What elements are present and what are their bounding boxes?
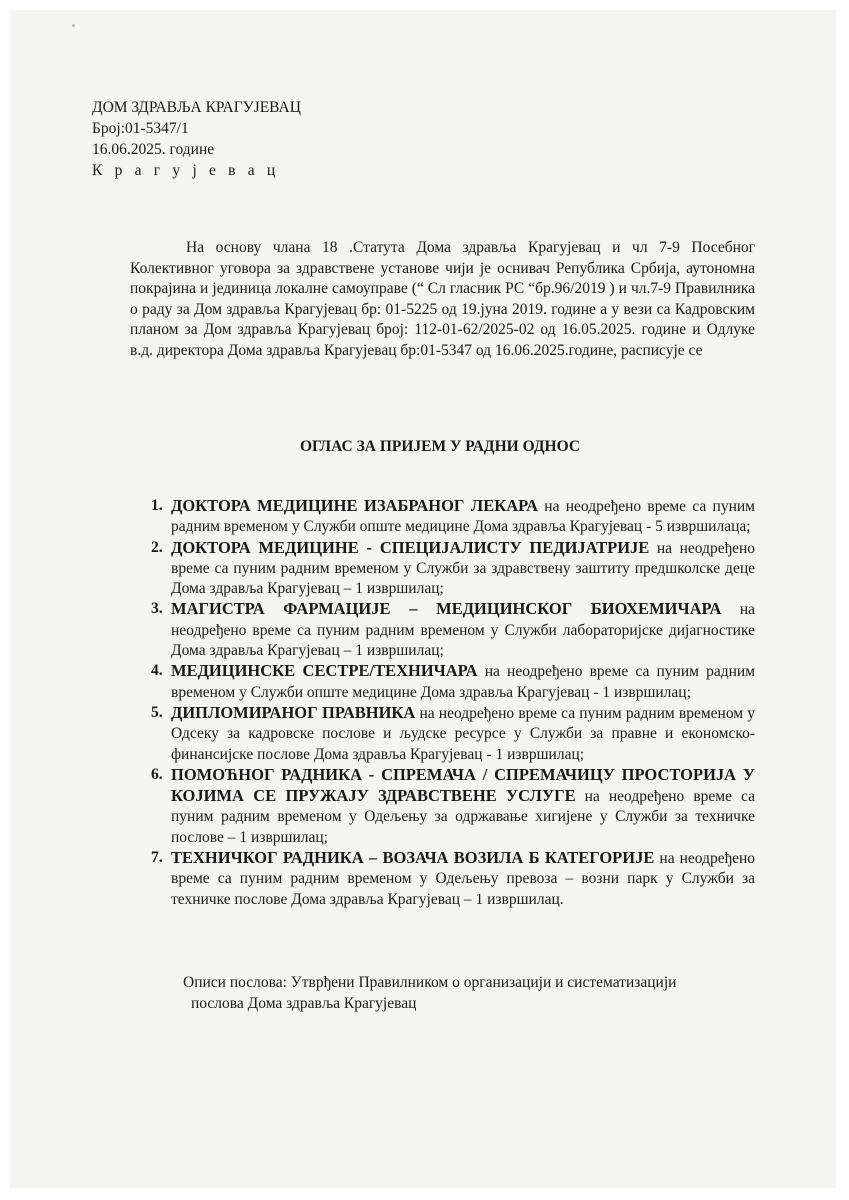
positions-list [130,496,755,910]
institution-name: ДОМ ЗДРАВЉА КРАГУЈЕВАЦ [92,99,301,116]
document-page [10,10,836,1188]
position-number: 5. [151,703,163,721]
position-number: 4. [151,662,163,680]
position-number: 1. [151,497,163,514]
position-item [130,848,755,910]
position-title: МЕДИЦИНСКЕ СЕСТРЕ/ТЕХНИЧАРА [171,661,478,681]
scan-speck [72,24,75,27]
position-number: 2. [151,538,163,556]
position-title: ДОКТОРА МЕДИЦИНЕ - СПЕЦИЈАЛИСТУ ПЕДИЈАТРИЈЕ [171,537,650,557]
position-number: 7. [151,849,163,867]
position-title: ТЕХНИЧКОГ РАДНИКА – ВОЗАЧА ВОЗИЛА Б КАТЕГОРИЈЕ [171,848,655,868]
job-descriptions-note [183,973,755,1014]
position-text: на неодређено време са пуним радним временом у Служби за здравствену заштиту предшколске деце Дома здравља Крагујевац – 1 извршилац; [171,539,755,598]
intro-text: На основу члана 18 .Статута Дома здравља Крагујевац и чл 7-9 Посебног Колективног уговора за здравствене установе чији је оснивач Република Србија, аутономна покрајина и јединица локалне самоуправе (“ Сл гласник РС “бр.96/2019 ) и чл.7-9 Правилника о раду за Дом здравља Крагујевац бр: 01-5225 од 19.јуна 2019. године а у вези са Кадровским планом за Дом здравља Крагујевац број: 112-01-62/2025-02 од 16.05.2025. године и Одлуке в.д. директора Дома здравља Крагујевац бр:01-5347 од 16.06.2025.године, расписује се [130,239,755,359]
position-item [130,703,755,765]
position-item [130,496,755,538]
position-text: на неодређено време са пуним радним временом у Служби опште медицине Дома здравља Крагујевац - 5 извршилаца; [171,498,755,536]
position-text: на неодређено време са пуним радним временом у Одељењу за одржавање хигијене у Служби за техничке послове – 1 извршилац; [171,788,755,846]
position-item [130,661,755,703]
position-item [130,538,755,600]
position-title: ДОКТОРА МЕДИЦИНЕ ИЗАБРАНОГ ЛЕКАРА [171,496,538,515]
document-city: К р а г у ј е в а ц [92,162,280,179]
position-number: 3. [151,600,163,618]
position-number: 6. [151,765,163,783]
position-title: МАГИСТРА ФАРМАЦИЈЕ – МЕДИЦИНСКОГ БИОХЕМИЧАРА [171,599,722,619]
position-text: на неодређено време са пуним радним временом у Служби лабораторијске дијагностике Дома здравља Крагујевац – 1 извршилац; [171,601,755,660]
position-title: ПОМОЋНОГ РАДНИКА - СПРЕМАЧА / СПРЕМАЧИЦУ ПРОСТОРИЈА У КОЈИМА СЕ ПРУЖАЈУ ЗДРАВСТВЕНЕ УСЛУГЕ [171,764,755,806]
position-text: на неодређено време са пуним радним временом у Одељењу превоза – возни парк у Служби за техничке послове Дома здравља Крагујевац – 1 извршилац. [171,850,756,908]
announcement-title: ОГЛАС ЗА ПРИЈЕМ У РАДНИ ОДНОС [299,438,581,455]
document-date: 16.06.2025. године [92,141,215,158]
note-line-2: послова Дома здравља Крагујевац [191,994,417,1012]
position-item [130,765,755,848]
document-number: Број:01-5347/1 [92,120,189,137]
position-item [130,599,755,661]
position-title: ДИПЛОМИРАНОГ ПРАВНИКА [171,702,416,722]
position-text: на неодређено време са пуним радним временом у Одсеку за кадровске послове и људске ресурсе у Служби за правне и економско-финансијске послове Дома здравља Крагујевац - 1 извршилац; [171,704,755,763]
note-line-1: Описи послова: Утврђени Правилником о организацији и систематизацији [183,974,677,991]
intro-paragraph [130,238,755,361]
document-header [92,97,301,181]
position-text: на неодређено време са пуним радним временом у Служби опште медицине Дома здравља Крагујевац - 1 извршилац; [171,663,755,701]
